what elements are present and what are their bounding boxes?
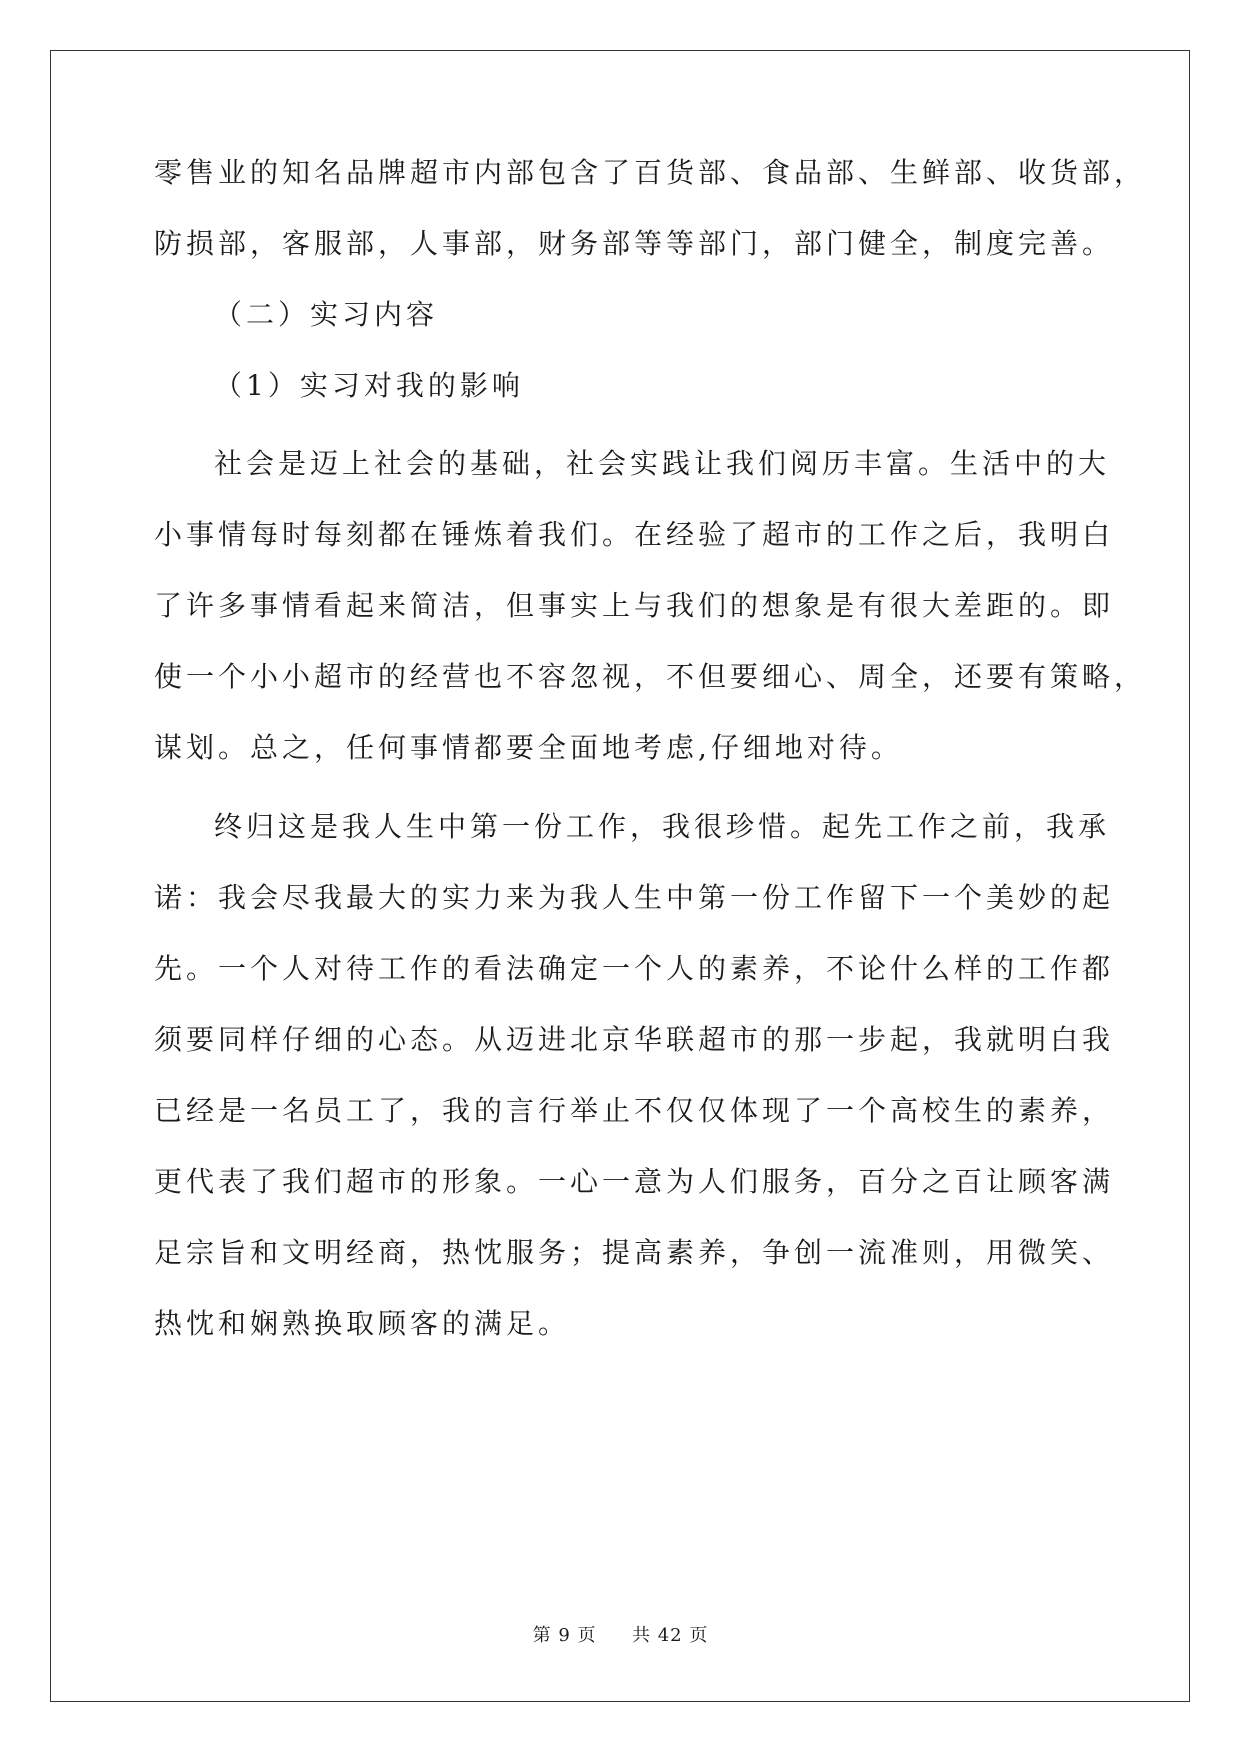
body-line-2: 防损部，客服部，人事部，财务部等等部门，部门健全，制度完善。 — [154, 227, 1115, 260]
page-total: 共 42 页 — [632, 1625, 709, 1646]
page-number: 第 9 页 — [532, 1625, 597, 1646]
paragraph-1-line-4: 使一个小小超市的经营也不容忽视，不但要细心、周全，还要有策略， — [154, 660, 1147, 693]
paragraph-2-line-6: 更代表了我们超市的形象。一心一意为人们服务，百分之百让顾客满 — [154, 1165, 1115, 1198]
paragraph-2-line-4: 须要同样仔细的心态。从迈进北京华联超市的那一步起，我就明白我 — [154, 1023, 1115, 1056]
paragraph-1-line-3: 了许多事情看起来简洁，但事实上与我们的想象是有很大差距的。即 — [154, 589, 1115, 622]
body-line-1: 零售业的知名品牌超市内部包含了百货部、食品部、生鲜部、收货部， — [154, 156, 1147, 189]
paragraph-1-line-2: 小事情每时每刻都在锤炼着我们。在经验了超市的工作之后，我明白 — [154, 518, 1115, 551]
section-heading: （二）实习内容 — [214, 298, 439, 331]
page-footer — [0, 1625, 1241, 1647]
paragraph-2-line-3: 先。一个人对待工作的看法确定一个人的素养，不论什么样的工作都 — [154, 952, 1115, 985]
paragraph-2-line-7: 足宗旨和文明经商，热忱服务；提高素养，争创一流准则，用微笑、 — [154, 1236, 1115, 1269]
paragraph-1-line-5: 谋划。总之，任何事情都要全面地考虑,仔细地对待。 — [154, 731, 903, 764]
paragraph-2-line-2: 诺：我会尽我最大的实力来为我人生中第一份工作留下一个美妙的起 — [154, 881, 1115, 914]
paragraph-2-line-1: 终归这是我人生中第一份工作，我很珍惜。起先工作之前，我承 — [214, 810, 1111, 843]
subsection-heading: （1）实习对我的影响 — [214, 369, 524, 402]
paragraph-1-line-1: 社会是迈上社会的基础，社会实践让我们阅历丰富。生活中的大 — [214, 447, 1111, 480]
paragraph-2-line-5: 已经是一名员工了，我的言行举止不仅仅体现了一个高校生的素养， — [154, 1094, 1115, 1127]
paragraph-2-line-8: 热忱和娴熟换取顾客的满足。 — [154, 1307, 571, 1340]
